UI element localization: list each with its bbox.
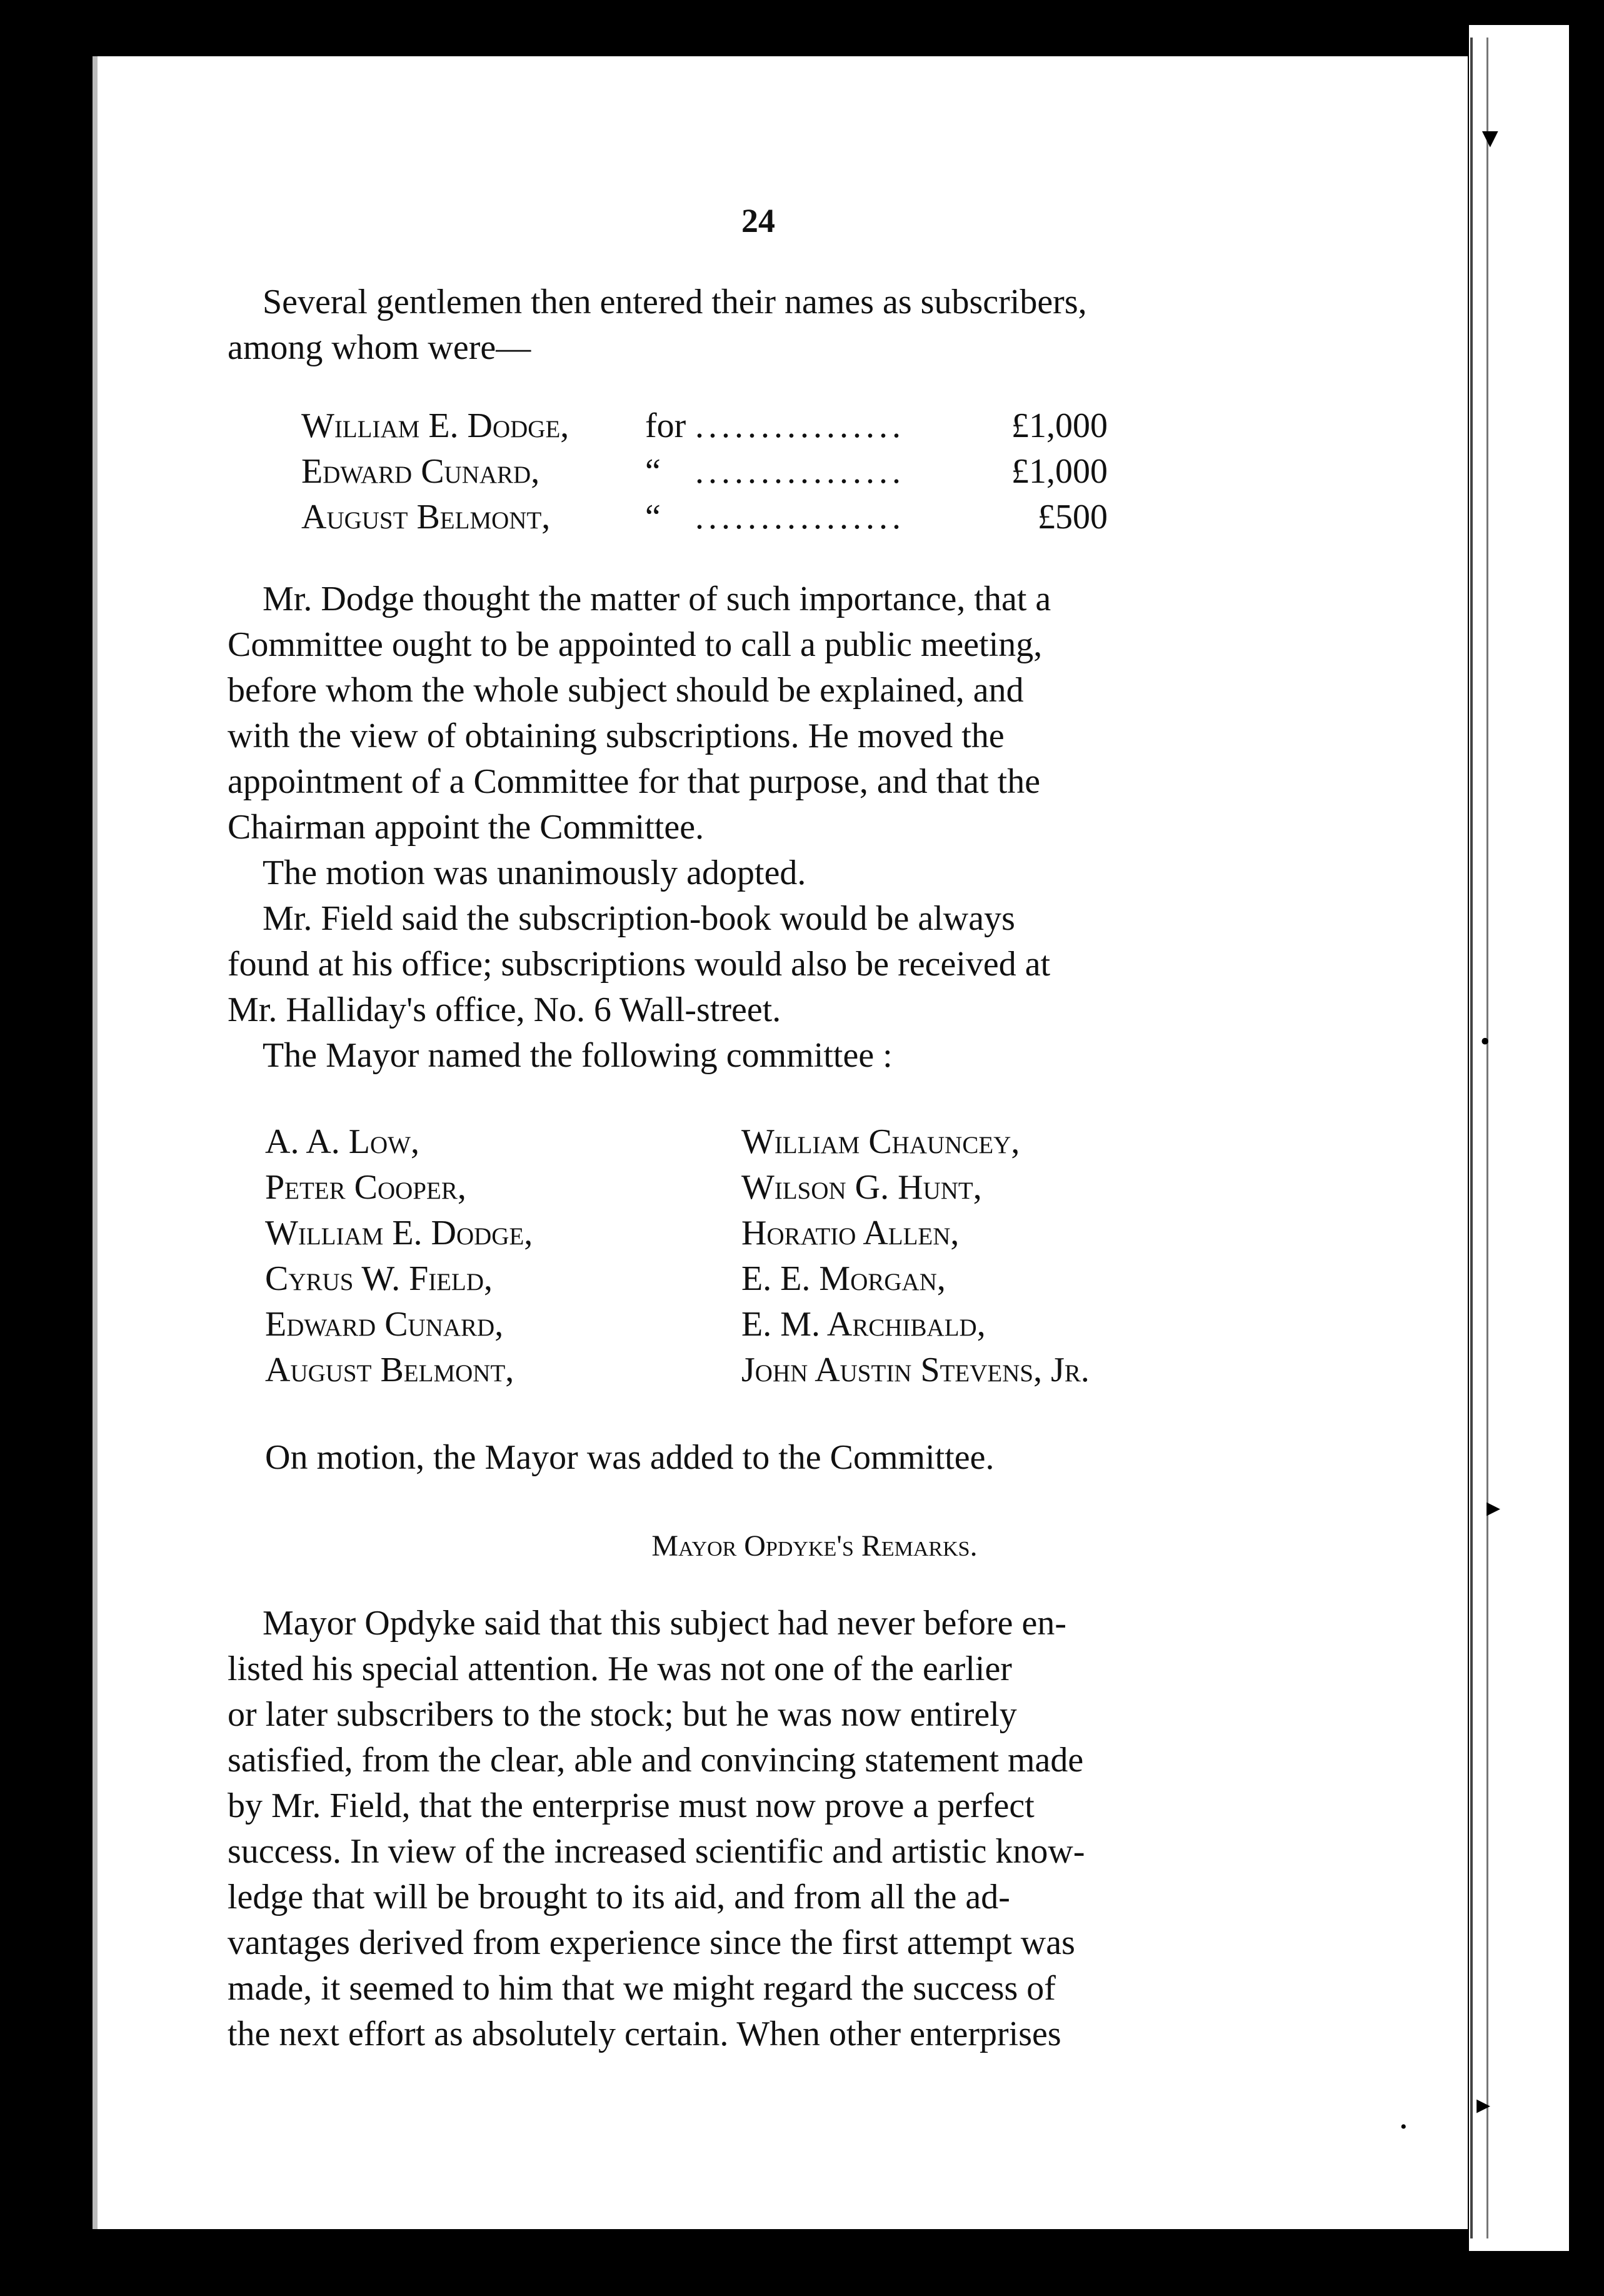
text-line: the next effort as absolutely certain. When other enterprises [228,2015,1061,2053]
text-line: The motion was unanimously adopted. [263,853,806,892]
committee-member: Peter Cooper, [265,1168,466,1207]
committee-member: William E. Dodge, [265,1214,533,1252]
text-line: listed his special attention. He was not one of the earlier [228,1649,1012,1688]
margin-mark: ▸ [1476,2089,1491,2120]
committee-member: John Austin Stevens, Jr. [741,1351,1090,1389]
subscriber-for: “ [645,452,661,491]
text-line: success. In view of the increased scientific and artistic know- [228,1832,1085,1871]
motion-line: On motion, the Mayor was added to the Committee. [265,1438,995,1477]
subscriber-amount: £1,000 [1011,406,1108,445]
text-line: Chairman appoint the Committee. [228,808,704,847]
subscriber-ledger [301,403,1108,540]
text-line: Mr. Field said the subscription-book would be always [263,899,1015,938]
intro-paragraph [228,279,1087,371]
subscriber-amount: £500 [1038,498,1108,536]
text-line: before whom the whole subject should be explained, and [228,671,1024,710]
committee-member: Edward Cunard, [265,1305,504,1344]
committee-member: A. A. Low, [265,1122,419,1161]
text-line: The Mayor named the following committee : [263,1036,893,1075]
margin-mark: ▸ [1486,1492,1501,1523]
margin-mark: ▼ [1476,123,1504,153]
text-line: made, it seemed to him that we might regard the success of [228,1969,1056,2008]
text-line: found at his office; subscriptions would also be received at [228,945,1051,984]
committee-member: Wilson G. Hunt, [741,1168,982,1207]
motion-paragraph [228,577,1051,1079]
text-line: Mayor Opdyke said that this subject had never before en- [263,1604,1067,1643]
subscriber-name: August Belmont, [301,498,551,536]
adjacent-page-edge [1469,25,1569,2251]
text-line: by Mr. Field, that the enterprise must now prove a perfect [228,1786,1035,1825]
text-line: Committee ought to be appointed to call a public meeting, [228,625,1043,664]
subscriber-name: Edward Cunard, [301,452,540,491]
subscriber-for: “ [645,498,661,536]
remarks-paragraph [228,1601,1085,2057]
ledger-row [301,449,1108,495]
text-line: ledge that will be brought to its aid, and from all the ad- [228,1878,1010,1916]
text-line: satisfied, from the clear, able and convincing statement made [228,1741,1084,1780]
subscriber-name: William E. Dodge, [301,406,569,445]
page-number: 24 [741,202,775,239]
committee-member: Horatio Allen, [741,1214,960,1252]
leader-dots: ................ [695,498,905,536]
committee-column-left [265,1119,741,1393]
ledger-row [301,403,1108,449]
committee-member: August Belmont, [265,1351,514,1389]
committee-member: E. M. Archibald, [741,1305,986,1344]
text-line: Mr. Halliday's office, No. 6 Wall-street. [228,990,781,1029]
page-edge-line-inner [1486,38,1488,2238]
text-line: Mr. Dodge thought the matter of such importance, that a [263,580,1051,618]
text-line: with the view of obtaining subscriptions. He moved the [228,717,1005,755]
text-line: or later subscribers to the stock; but he was now entirely [228,1695,1017,1734]
subscriber-for: for [645,406,686,445]
subscriber-amount: £1,000 [1011,452,1108,491]
committee-member: Cyrus W. Field, [265,1259,493,1298]
committee-list [265,1119,1090,1393]
committee-member: William Chauncey, [741,1122,1020,1161]
margin-mark: • [1480,1026,1490,1057]
committee-column-right [741,1119,1090,1393]
page-edge-line [1470,38,1473,2238]
committee-member: E. E. Morgan, [741,1259,946,1298]
section-heading: Mayor Opdyke's Remarks. [651,1529,978,1563]
ledger-row [301,495,1108,540]
text-line: appointment of a Committee for that purpose, and that the [228,762,1041,801]
leader-dots: ................ [695,452,905,491]
leader-dots: ................ [695,406,905,445]
margin-mark: • [1400,2117,1407,2137]
text-line: among whom were— [228,328,531,367]
text-line: vantages derived from experience since the first attempt was [228,1923,1075,1962]
text-line: Several gentlemen then entered their names as subscribers, [263,283,1087,321]
